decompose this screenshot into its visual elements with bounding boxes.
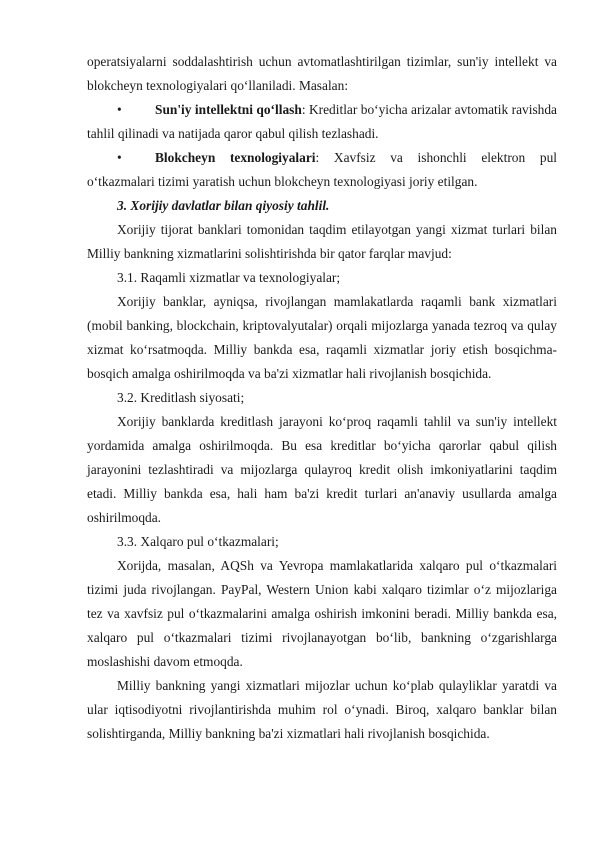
bullet-ai-text: : Kreditlar bo‘yicha arizalar avtomatik ravishda tahlil qilinadi va natijada qaror qabul qilish tezlashadi. [87,102,557,141]
bullet-blockchain-text: : Xavfsiz va ishonchli elektron pul o‘tkazmalari tizimi yaratish uchun blokcheyn texnologiyasi joriy etilgan. [87,150,557,189]
paragraph-comparison: Xorijiy tijorat banklari tomonidan taqdim etilayotgan yangi xizmat turlari bilan Milliy bankning xizmatlarini solishtirishda bir qator farqlar mavjud: [87,222,557,261]
paragraph-credit: Xorijiy banklarda kreditlash jarayoni ko‘proq raqamli tahlil va sun'iy intellekt yordamida amalga oshirilmoqda. Bu esa kreditlar bo‘yicha qarorlar qabul qilish jarayonini tezlashtiradi va mijozlarga qulayroq kredit olish imkoniyatlarini taqdim etadi. Milliy bankda esa, hali ham ba'zi kredit turlari an'anaviy usullarda amalga oshirilmoqda. [87,414,557,525]
subheading-transfers: 3.3. Xalqaro pul o‘tkazmalari; [117,534,279,549]
document-page [87,50,557,746]
subheading-credit: 3.2. Kreditlash siyosati; [117,390,245,405]
bullet-dot-icon: • [117,102,122,117]
paragraph-digital: Xorijiy banklar, ayniqsa, rivojlangan mamlakatlarda raqamli bank xizmatlari (mobil banking, blockchain, kriptovalyutalar) orqali mijozlarga yanada tezroq va qulay xizmat ko‘rsatmoqda. Milliy bankda esa, raqamli xizmatlar joriy etish bosqichma-bosqich amalga oshirilmoqda va ba'zi xizmatlar hali rivojlanish bosqichida. [87,294,557,381]
bullet-dot-icon: • [117,150,122,165]
subheading-digital: 3.1. Raqamli xizmatlar va texnologiyalar; [117,270,341,285]
bullet-blockchain-term: Blokcheyn texnologiyalari [155,150,316,165]
bullet-blockchain [87,146,557,194]
paragraph-intro: operatsiyalarni soddalashtirish uchun avtomatlashtirilgan tizimlar, sun'iy intellekt va blokcheyn texnologiyalari qo‘llaniladi. Masalan: [87,54,557,93]
bullet-ai-term: Sun'iy intellektni qo‘llash [155,102,302,117]
paragraph-transfers: Xorijda, masalan, AQSh va Yevropa mamlakatlarida xalqaro pul o‘tkazmalari tizimi juda rivojlangan. PayPal, Western Union kabi xalqaro tizimlar o‘z mijozlariga tez va xavfsiz pul o‘tkazmalarini amalga oshirish imkonini beradi. Milliy bankda esa, xalqaro pul o‘tkazmalari tizimi rivojlanayotgan bo‘lib, bankning o‘zgarishlarga moslashishi davom etmoqda. [87,558,557,669]
section-heading: 3. Xorijiy davlatlar bilan qiyosiy tahlil. [117,198,330,213]
paragraph-conclusion: Milliy bankning yangi xizmatlari mijozlar uchun ko‘plab qulayliklar yaratdi va ular iqtisodiyotni rivojlantirishda muhim rol o‘ynadi. Biroq, xalqaro banklar bilan solishtirganda, Milliy bankning ba'zi xizmatlari hali rivojlanish bosqichida. [87,678,557,741]
bullet-ai [87,98,557,146]
